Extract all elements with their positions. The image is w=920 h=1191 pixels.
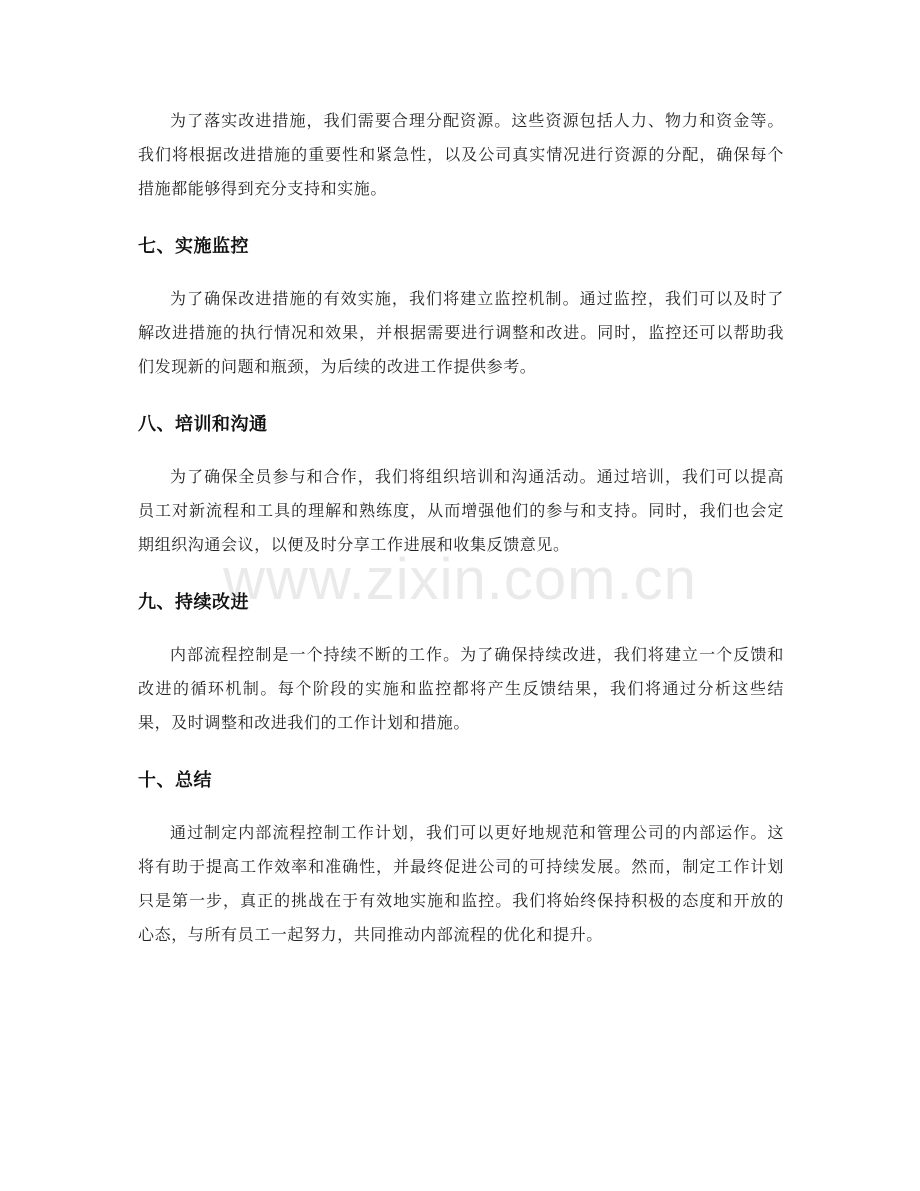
section-paragraph-summary: 通过制定内部流程控制工作计划，我们可以更好地规范和管理公司的内部运作。这将有助于提高工作效率和准确性，并最终促进公司的可持续发展。然而，制定工作计划只是第一步，真正的挑战在于有效地实施和监控。我们将始终保持积极的态度和开放的心态，与所有员工一起努力，共同推动内部流程的优化和提升。	[138, 823, 784, 944]
section-paragraph-monitoring: 为了确保改进措施的有效实施，我们将建立监控机制。通过监控，我们可以及时了解改进措施的执行情况和效果，并根据需要进行调整和改进。同时，监控还可以帮助我们发现新的问题和瓶颈，为后续的改进工作提供参考。	[138, 289, 784, 376]
section-paragraph-training: 为了确保全员参与和合作，我们将组织培训和沟通活动。通过培训，我们可以提高员工对新流程和工具的理解和熟练度，从而增强他们的参与和支持。同时，我们也会定期组织沟通会议，以便及时分享工作进展和收集反馈意见。	[138, 467, 784, 554]
watermark-text: www.zixin.com.cn	[223, 547, 697, 612]
section-heading-training: 八、培训和沟通	[138, 414, 268, 435]
document-body	[138, 104, 784, 952]
section-heading-summary: 十、总结	[138, 770, 212, 791]
section-heading-monitoring: 七、实施监控	[138, 236, 249, 257]
section-heading-continuous-improvement: 九、持续改进	[138, 592, 249, 613]
intro-paragraph: 为了落实改进措施，我们需要合理分配资源。这些资源包括人力、物力和资金等。我们将根据改进措施的重要性和紧急性，以及公司真实情况进行资源的分配，确保每个措施都能够得到充分支持和实施。	[138, 111, 784, 198]
section-paragraph-continuous-improvement: 内部流程控制是一个持续不断的工作。为了确保持续改进，我们将建立一个反馈和改进的循环机制。每个阶段的实施和监控都将产生反馈结果，我们将通过分析这些结果，及时调整和改进我们的工作计划和措施。	[138, 645, 784, 732]
